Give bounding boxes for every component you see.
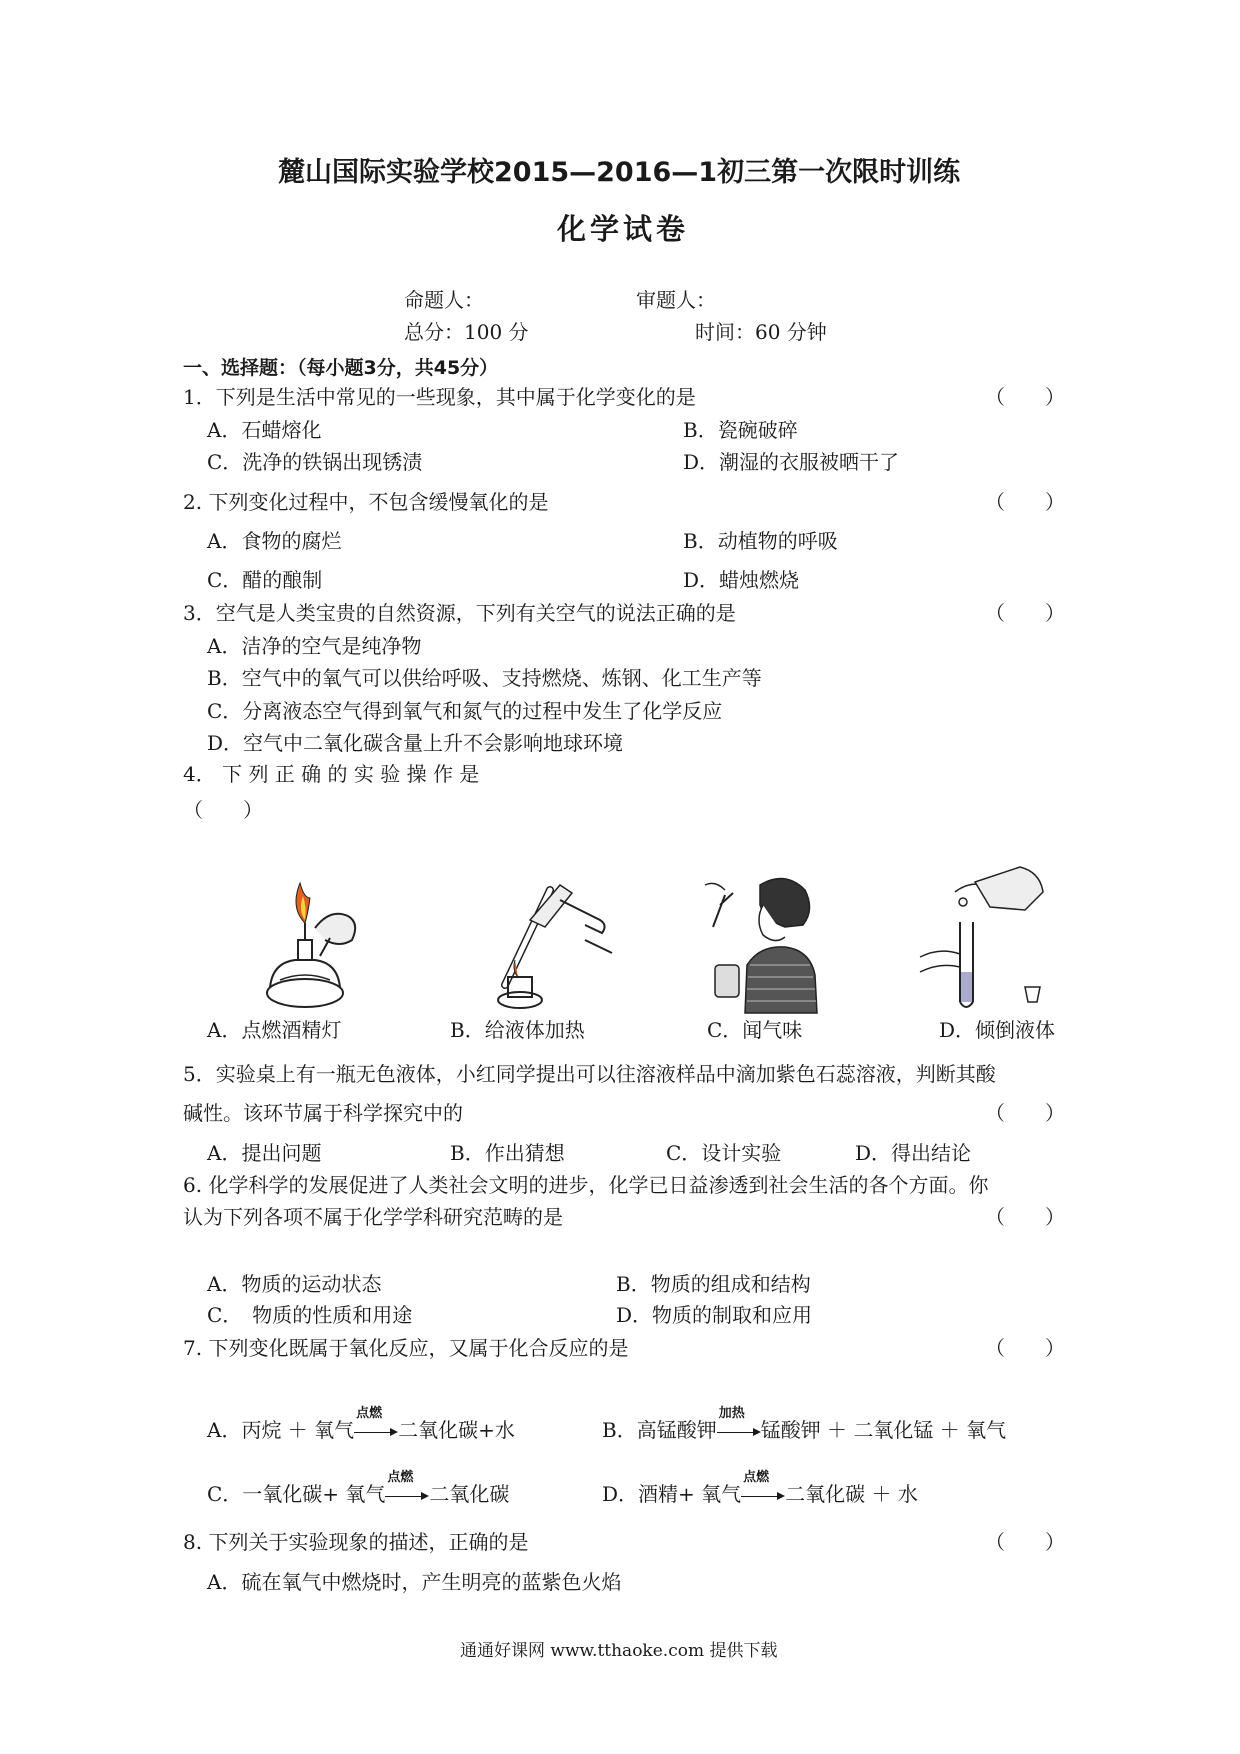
question-5-stem-line-2: 碱性。该环节属于科学探究中的 [183, 1101, 463, 1125]
reaction-arrow [385, 1470, 429, 1506]
question-5-option-a: A．提出问题 [207, 1141, 322, 1165]
option-d-products: 二氧化碳 ＋ 水 [785, 1482, 918, 1506]
question-2-option-b: B．动植物的呼吸 [683, 529, 838, 553]
question-7-option-c [207, 1470, 510, 1506]
question-1-stem: 1．下列是生活中常见的一些现象，其中属于化学变化的是 [183, 385, 696, 409]
question-3-option-d: D．空气中二氧化碳含量上升不会影响地球环境 [207, 731, 624, 755]
question-8-stem: 8. 下列关于实验现象的描述，正确的是 [183, 1530, 529, 1554]
page-title: 麓山国际实验学校2015—2016—1初三第一次限时训练 [278, 157, 961, 188]
option-c-reactants: C．一氧化碳+ 氧气 [207, 1482, 386, 1506]
question-7-stem: 7. 下列变化既属于氧化反应，又属于化合反应的是 [183, 1336, 629, 1360]
question-6-option-a: A．物质的运动状态 [207, 1272, 382, 1296]
reaction-condition: 加热 [718, 1406, 745, 1421]
total-score: 总分：100 分 [404, 320, 529, 344]
question-3-option-b: B．空气中的氧气可以供给呼吸、支持燃烧、炼钢、化工生产等 [207, 666, 762, 690]
question-4-option-c: C．闻气味 [707, 1018, 803, 1042]
question-4-answer-blank: （ ） [183, 798, 263, 822]
question-5-option-b: B．作出猜想 [450, 1141, 565, 1165]
question-3-answer-blank: （ ） [985, 601, 1065, 625]
reaction-condition: 点燃 [356, 1406, 383, 1421]
question-6-answer-blank: （ ） [985, 1205, 1065, 1229]
option-c-products: 二氧化碳 [429, 1482, 510, 1506]
question-4-option-b: B．给液体加热 [450, 1018, 585, 1042]
author-label: 命题人： [404, 288, 484, 312]
question-6-option-d: D．物质的制取和应用 [616, 1303, 813, 1327]
question-2-option-d: D．蜡烛燃烧 [683, 568, 800, 592]
question-2-option-a: A．食物的腐烂 [207, 529, 342, 553]
option-a-reactants: A．丙烷 ＋ 氧气 [207, 1418, 355, 1442]
question-4-option-a: A．点燃酒精灯 [207, 1018, 342, 1042]
question-7-option-d [602, 1470, 918, 1506]
question-2-answer-blank: （ ） [985, 490, 1065, 514]
reaction-condition: 点燃 [743, 1470, 770, 1485]
question-6-stem-line-2: 认为下列各项不属于化学学科研究范畴的是 [183, 1205, 563, 1229]
option-d-reactants: D．酒精+ 氧气 [602, 1482, 742, 1506]
question-1-option-c: C．洗净的铁锅出现锈渍 [207, 450, 423, 474]
page-subtitle: 化学试卷 [557, 212, 690, 246]
question-2-option-c: C．醋的酿制 [207, 568, 323, 592]
question-4-option-d: D．倾倒液体 [939, 1018, 1056, 1042]
question-7-option-a [207, 1406, 515, 1442]
reviewer-label: 审题人： [636, 288, 716, 312]
reaction-arrow [354, 1406, 398, 1442]
question-4-stem: 4． 下 列 正 确 的 实 验 操 作 是 [183, 762, 480, 786]
option-b-products: 锰酸钾 ＋ 二氧化锰 ＋ 氧气 [760, 1418, 1007, 1442]
question-2-stem: 2. 下列变化过程中，不包含缓慢氧化的是 [183, 490, 549, 514]
exam-time: 时间：60 分钟 [695, 320, 827, 344]
question-1-option-a: A．石蜡熔化 [207, 418, 322, 442]
heating-liquid-figure [490, 865, 620, 1015]
question-3-stem: 3．空气是人类宝贵的自然资源，下列有关空气的说法正确的是 [183, 601, 736, 625]
alcohol-lamp-figure [260, 868, 370, 1018]
question-3-option-a: A．洁净的空气是纯净物 [207, 634, 422, 658]
pouring-liquid-figure [915, 862, 1050, 1022]
question-8-option-a: A．硫在氧气中燃烧时，产生明亮的蓝紫色火焰 [207, 1570, 622, 1594]
question-1-answer-blank: （ ） [985, 385, 1065, 409]
question-5-answer-blank: （ ） [985, 1101, 1065, 1125]
question-7-answer-blank: （ ） [985, 1336, 1065, 1360]
question-7-option-b [602, 1406, 1007, 1442]
page-footer: 通通好课网 www.tthaoke.com 提供下载 [460, 1641, 778, 1661]
reaction-arrow [741, 1470, 785, 1506]
question-5-stem-line-1: 5．实验桌上有一瓶无色液体，小红同学提出可以往溶液样品中滴加紫色石蕊溶液，判断其酸 [183, 1062, 996, 1086]
question-1-option-b: B．瓷碗破碎 [683, 418, 798, 442]
reaction-arrow [717, 1406, 761, 1442]
reaction-condition: 点燃 [387, 1470, 414, 1485]
option-b-reactants: B．高锰酸钾 [602, 1418, 717, 1442]
question-6-option-b: B．物质的组成和结构 [616, 1272, 811, 1296]
section-heading: 一、选择题：（每小题3分，共45分） [183, 357, 499, 379]
question-6-stem-line-1: 6. 化学科学的发展促进了人类社会文明的进步，化学已日益渗透到社会生活的各个方面。你 [183, 1173, 989, 1197]
question-5-option-d: D．得出结论 [855, 1141, 972, 1165]
question-1-option-d: D．潮湿的衣服被晒干了 [683, 450, 900, 474]
smelling-gas-figure [685, 865, 820, 1015]
option-a-products: 二氧化碳+水 [398, 1418, 515, 1442]
question-3-option-c: C．分离液态空气得到氧气和氮气的过程中发生了化学反应 [207, 699, 723, 723]
question-6-option-c: C． 物质的性质和用途 [207, 1303, 413, 1327]
question-8-answer-blank: （ ） [985, 1530, 1065, 1554]
question-5-option-c: C．设计实验 [666, 1141, 782, 1165]
